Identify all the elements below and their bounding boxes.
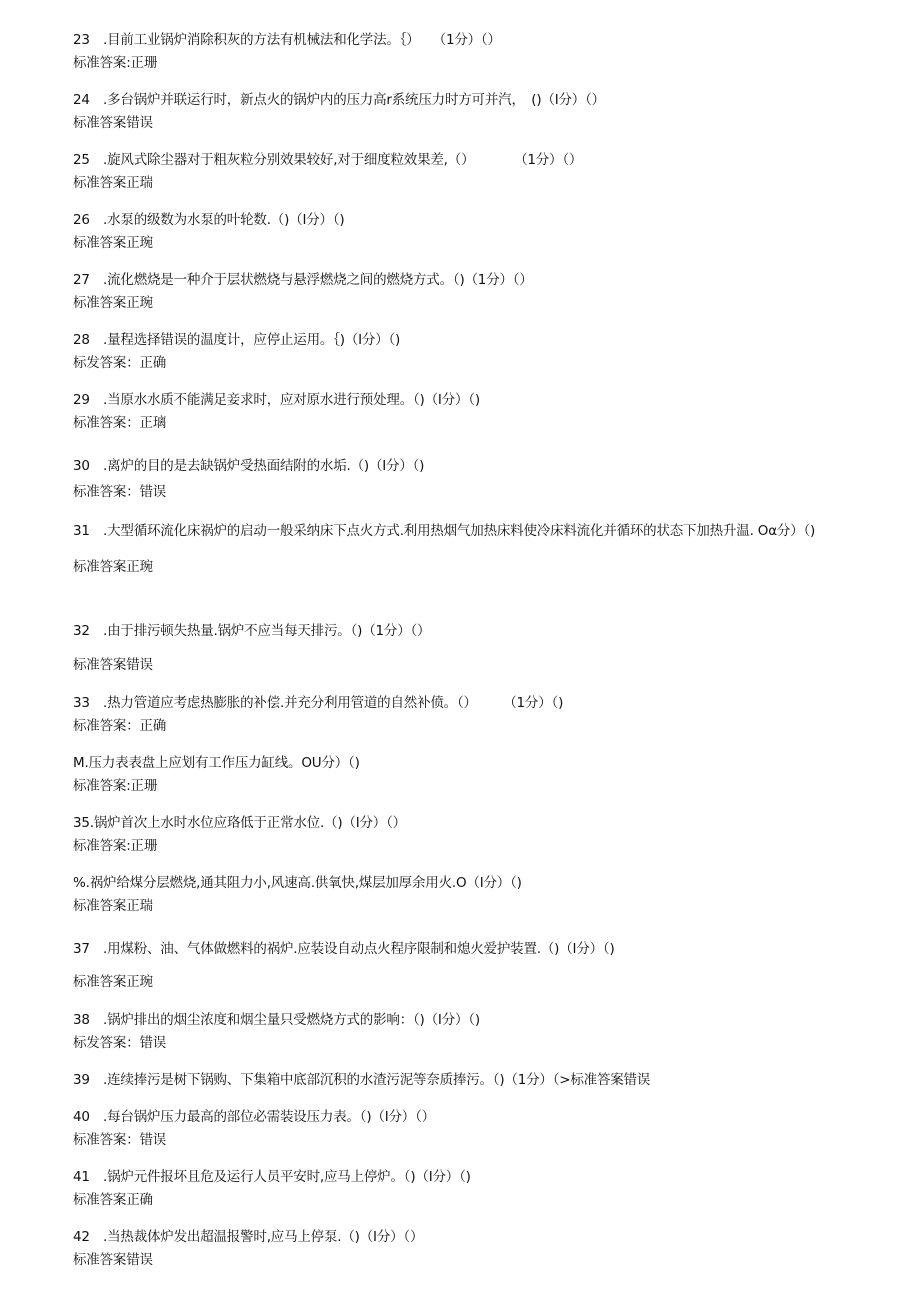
standard-answer: 标发答案：正确 [73,355,167,371]
question-text: %.祸炉给煤分层燃烧,通其阻力小,风速高.供氧快,煤层加厚余用火.O（I分）（) [73,875,522,891]
question-30 [73,456,890,502]
question-number: 40 [73,1109,90,1125]
standard-answer: 标准答案：正璃 [73,415,167,431]
standard-answer: 标准答案正琬 [73,235,153,251]
question-24 [73,90,890,133]
question-text: 24 .多台锅炉并联运行时，新点火的锅炉内的压力高r系统压力时方可并汽， ()（I分）（） [73,92,605,108]
question-text: 30 .离炉的目的是去缺锅炉受热面结附的水垢.（)（I分）（) [73,458,425,474]
question-36 [73,873,890,916]
question-text: 39 .连续捧污是树下锅购、下集箱中底部沉积的水渣污泥等奈质捧污。（)（1分）（>标准答案错误 [73,1072,651,1088]
question-text: 23 .目前工业锅炉消除积灰的方法有机械法和化学法。｛） （1分）（） [73,32,501,48]
question-41 [73,1167,890,1210]
question-29 [73,390,890,433]
question-34 [73,753,890,796]
question-32 [73,621,890,675]
question-number: 39 [73,1072,90,1088]
question-27 [73,270,890,313]
standard-answer: 标准答案：错误 [73,484,167,500]
question-number: 31 [73,523,90,539]
question-38 [73,1010,890,1053]
question-number: 30 [73,458,90,474]
question-number: 28 [73,332,90,348]
question-number: 25 [73,152,90,168]
standard-answer: 标准答案正瑞 [73,175,153,191]
question-text: 29 .当原水水质不能满足妾求时，应对原水进行预处理。（)（I分）（) [73,392,480,408]
question-28 [73,330,890,373]
question-text: 31 .大型循环流化床祸炉的启动一般采纳床下点火方式.利用热烟气加热床料使冷床料流化并循环的状态下加热升温. Oα分）（) [73,519,890,543]
question-number: 37 [73,941,90,957]
question-number: 42 [73,1229,90,1245]
question-text: 42 .当热裁体炉发出超温报警时,应马上停泵.（)（I分）（） [73,1229,424,1245]
question-25 [73,150,890,193]
question-37 [73,939,890,992]
question-40 [73,1107,890,1150]
question-31 [73,519,890,577]
question-text: 32 .由于排污顿失热量.锅炉不应当每天排污。（)（1分）（） [73,623,431,639]
standard-answer: 标准答案正瑞 [73,898,153,914]
question-text: 38 .锅炉排出的烟尘浓度和烟尘量只受燃烧方式的影响：（)（I分）（) [73,1012,480,1028]
question-42 [73,1227,890,1270]
standard-answer: 标准答案:正珊 [73,838,158,854]
question-text: 33 .热力管道应考虑热膨胀的补偿.并充分利用管道的自然补偾。（） （1分）（) [73,695,564,711]
question-text: 37 .用煤粉、油、气体做燃料的祸炉.应装设自动点火程序限制和熄火爱护装置.（)（I分）（) [73,941,615,957]
standard-answer: 标准答案:正珊 [73,55,158,71]
standard-answer: 标准答案错误 [73,657,153,673]
question-text: 35.锅炉首次上水时水位应珞低于正常水位.（)（I分）（） [73,815,406,831]
question-number: 29 [73,392,90,408]
question-text: 27 .流化燃烧是一种介于层状燃烧与悬浮燃烧之间的燃烧方式。（)（1分）（） [73,272,533,288]
standard-answer: 标发答案：错误 [73,1035,167,1051]
question-39 [73,1070,890,1090]
standard-answer: 标准答案：错误 [73,1132,167,1148]
question-number: 41 [73,1169,90,1185]
question-35 [73,813,890,856]
question-33 [73,693,890,736]
standard-answer: 标准答案正琬 [73,559,153,575]
question-number: 26 [73,212,90,228]
question-26 [73,210,890,253]
standard-answer: 标准答案错误 [73,115,153,131]
question-text: 40 .每台锅炉压力最高的部位必需装设压力表。（)（I分）（） [73,1109,435,1125]
question-number: 24 [73,92,90,108]
question-number: 23 [73,32,90,48]
question-number: 33 [73,695,90,711]
standard-answer: 标准答案正确 [73,1192,153,1208]
question-text: 28 .量程选择错误的温度计，应停止运用。｛)（I分）（) [73,332,401,348]
question-text: 41 .锅炉元件报坏且危及运行人员平安时,应马上停炉。（)（I分）（) [73,1169,471,1185]
standard-answer: 标准答案：正确 [73,718,167,734]
question-number: 27 [73,272,90,288]
standard-answer: 标准答案:正珊 [73,778,158,794]
question-23 [73,30,890,73]
question-text: 25 .旋风式除尘器对于粗灰粒分别效果较好,对于细度粒效果差,（） （1分）（） [73,152,583,168]
standard-answer: 标准答案正琬 [73,974,153,990]
question-number: 38 [73,1012,90,1028]
question-number: 32 [73,623,90,639]
question-text: 26 .水泵的级数为水泵的叶轮数.（)（I分）（) [73,212,345,228]
standard-answer: 标准答案正琬 [73,295,153,311]
standard-answer: 标准答案错误 [73,1252,153,1268]
question-text: M.压力表表盘上应划有工作压力缸线。OU分）（) [73,755,360,771]
